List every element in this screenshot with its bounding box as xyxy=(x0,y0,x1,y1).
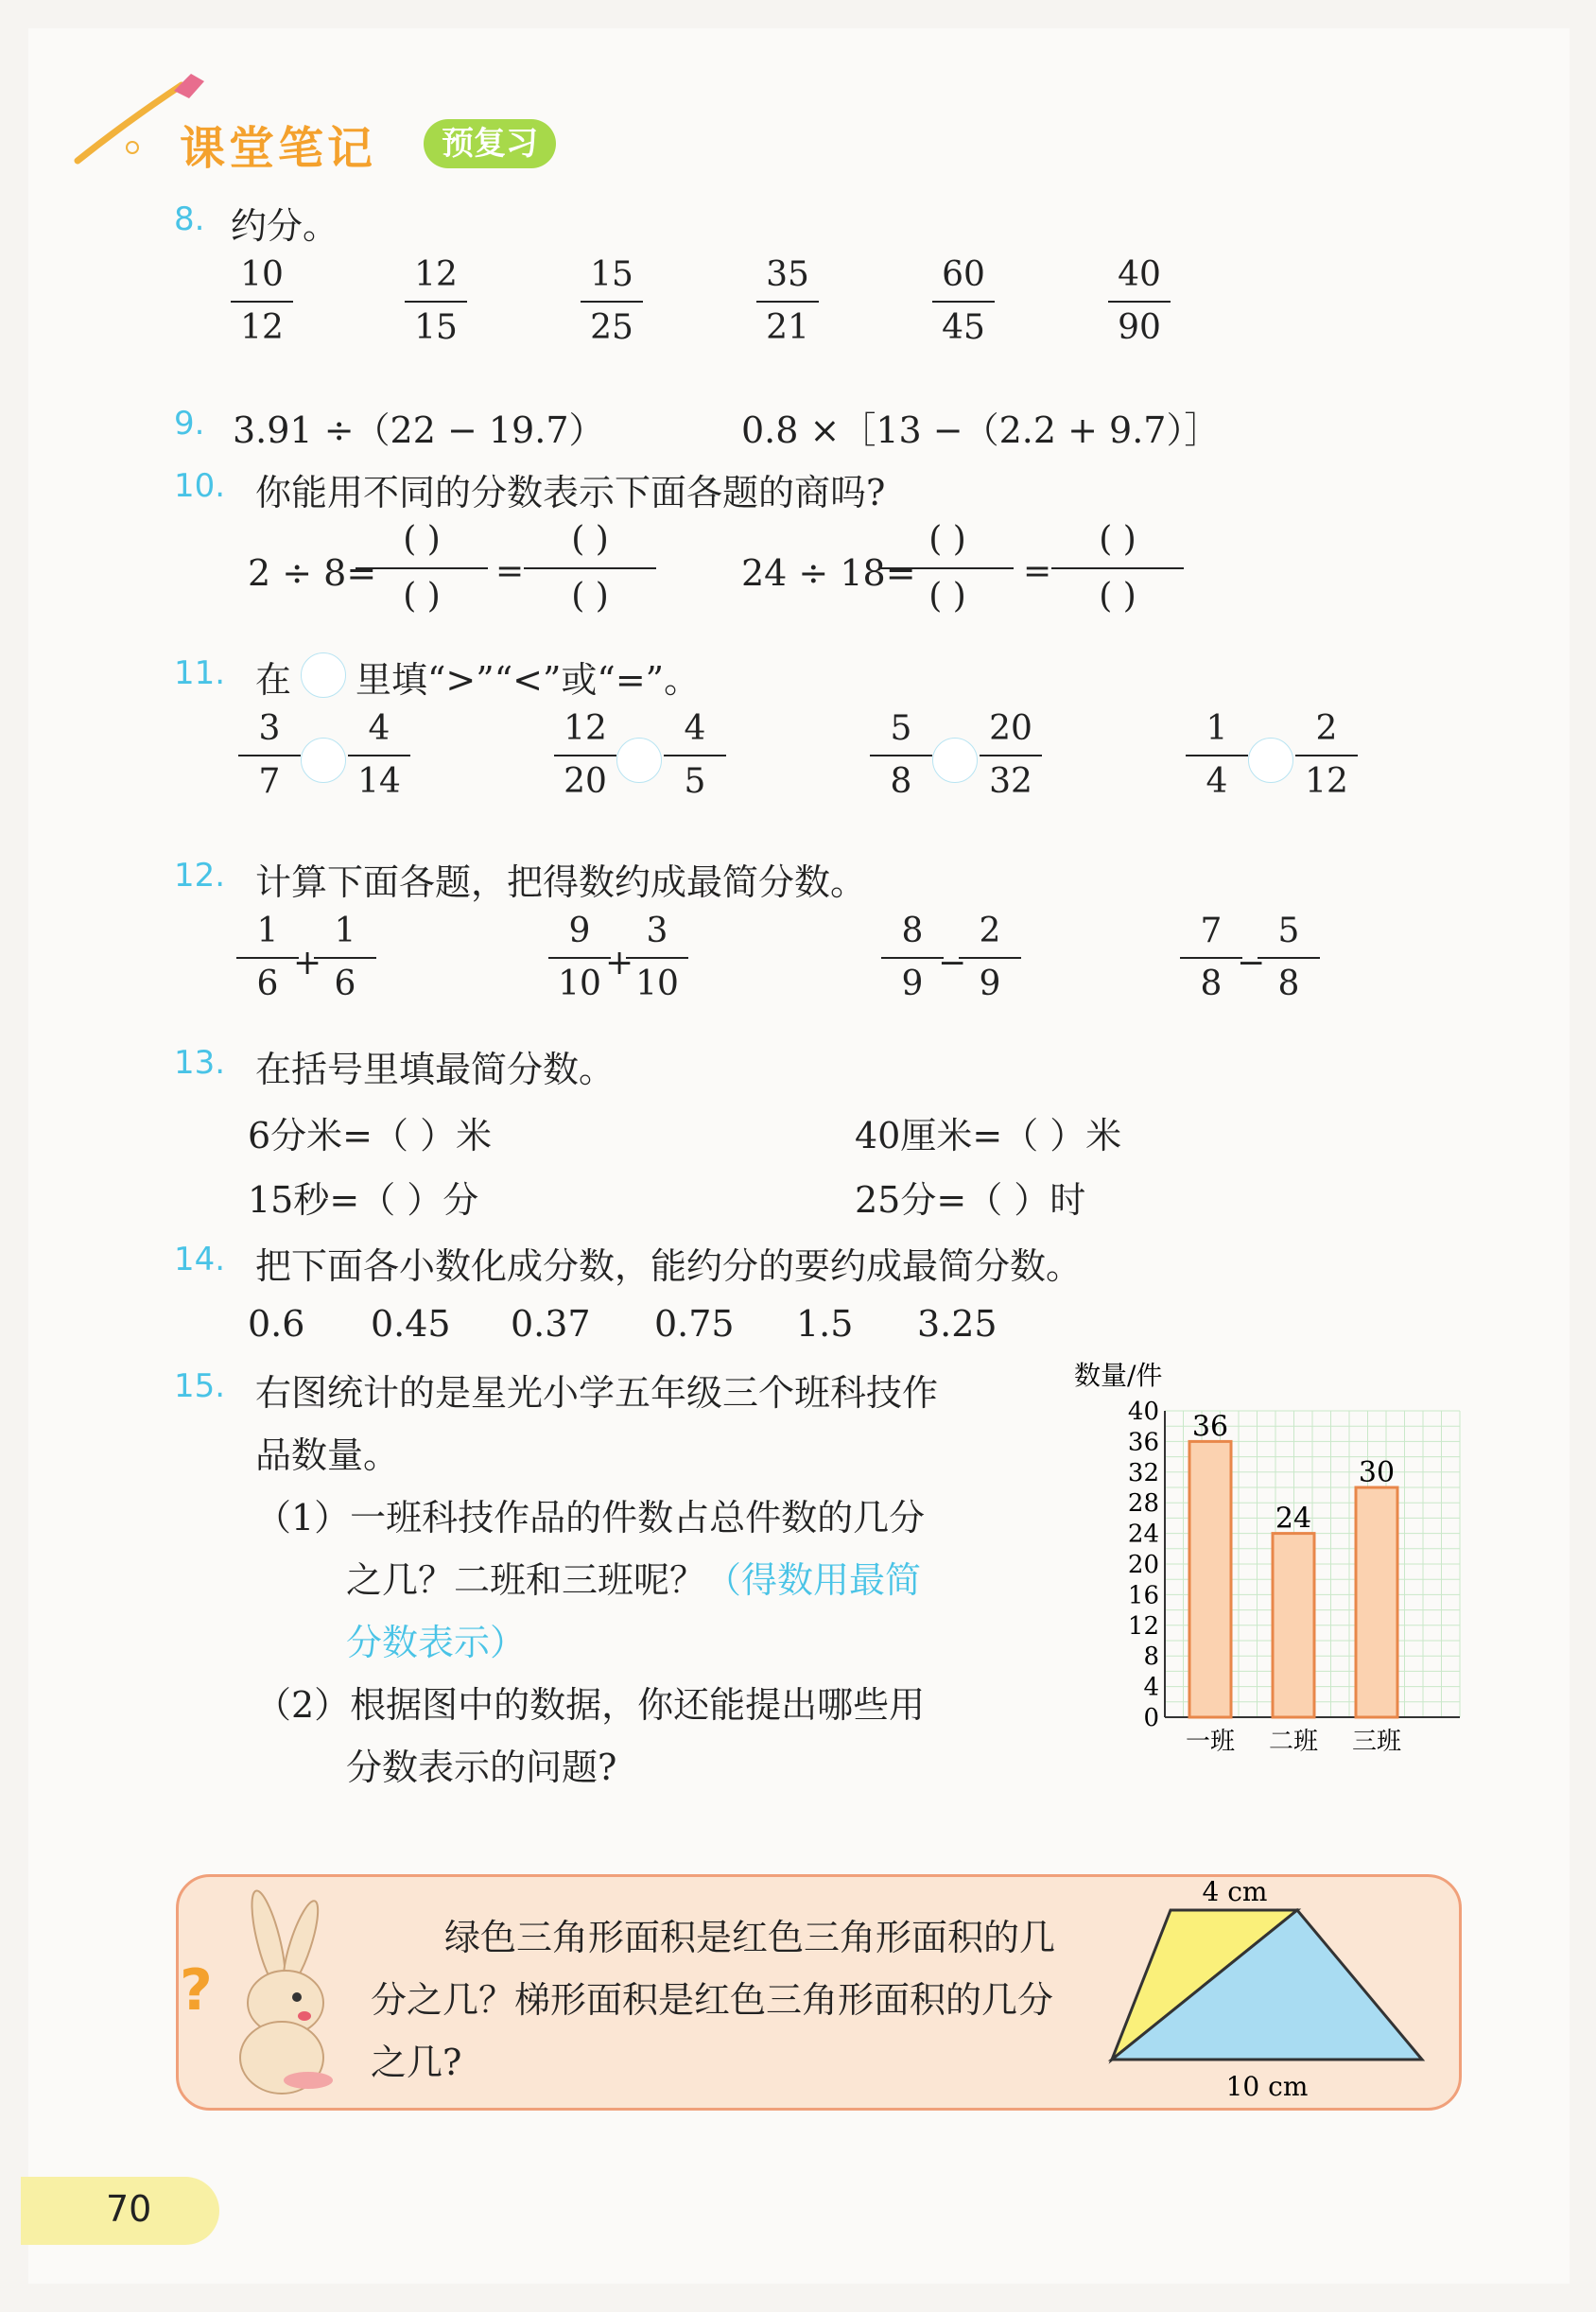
denominator: 15 xyxy=(414,308,458,347)
q13-item-1: 6分米=（ ）米 xyxy=(248,1115,493,1156)
q15-part2-line-2: 分数表示的问题? xyxy=(346,1747,617,1788)
q14-decimal: 0.45 xyxy=(371,1303,451,1345)
q8-fraction xyxy=(229,253,295,350)
compare-answer-circle[interactable] xyxy=(301,738,346,783)
y-tick-label: 16 xyxy=(1127,1581,1159,1610)
numerator: 15 xyxy=(590,255,633,294)
q8-fraction xyxy=(930,253,997,350)
fraction-bar xyxy=(236,957,299,959)
fraction-bar xyxy=(1186,755,1248,756)
q12-fraction-a xyxy=(879,910,945,1006)
q10-expr-2: 24 ÷ 18= xyxy=(741,552,916,594)
q10-answer-frac-2b[interactable]: ( ) ( ) xyxy=(1051,518,1184,618)
q11-fraction-left xyxy=(236,707,303,804)
q12-fraction-b xyxy=(957,910,1023,1006)
y-tick-label: 36 xyxy=(1127,1428,1159,1457)
y-tick-label: 4 xyxy=(1143,1673,1159,1702)
q12-text: 计算下面各题，把得数约成最简分数。 xyxy=(255,861,867,903)
q14-decimal: 0.75 xyxy=(654,1303,735,1345)
numerator: 2 xyxy=(979,912,1001,950)
q8-fraction xyxy=(755,253,821,350)
numerator: 8 xyxy=(901,912,924,950)
fraction-bar xyxy=(1258,957,1320,959)
q11-fraction-left xyxy=(552,707,618,804)
denominator: 10 xyxy=(558,965,601,1003)
q8-text: 约分。 xyxy=(231,205,339,247)
q14-number: 14. xyxy=(174,1241,226,1278)
equals-sign: = xyxy=(1023,552,1052,591)
denominator: 14 xyxy=(357,762,401,801)
q13-text: 在括号里填最简分数。 xyxy=(255,1049,616,1090)
bar xyxy=(1356,1487,1397,1717)
q15-line-2: 品数量。 xyxy=(255,1434,400,1476)
q11-fraction-right xyxy=(662,707,728,804)
bar-value-label: 30 xyxy=(1358,1456,1396,1489)
numerator: 60 xyxy=(942,255,985,294)
operator: + xyxy=(605,944,634,982)
fraction-bar xyxy=(1295,755,1358,756)
y-tick-label: 0 xyxy=(1143,1704,1159,1732)
denominator: 12 xyxy=(1305,762,1348,801)
numerator: 4 xyxy=(368,709,390,748)
q10-expr-1: 2 ÷ 8= xyxy=(248,552,377,594)
q15-line-1: 右图统计的是星光小学五年级三个班科技作 xyxy=(255,1372,939,1414)
numerator: 4 xyxy=(684,709,706,748)
equals-sign: = xyxy=(495,552,525,591)
denominator: 8 xyxy=(890,762,912,801)
denominator: 5 xyxy=(684,762,706,801)
q10-number: 10. xyxy=(174,467,226,505)
numerator: 5 xyxy=(1277,912,1300,950)
bar-value-label: 24 xyxy=(1275,1502,1312,1536)
rabbit-icon xyxy=(195,1882,337,2095)
y-tick-label: 24 xyxy=(1127,1520,1159,1549)
q11-text-after: 里填“>”“<”或“=”。 xyxy=(356,659,701,701)
question-mark-icon: ? xyxy=(180,1957,213,2024)
denominator: 45 xyxy=(942,308,985,347)
page-number: 70 xyxy=(106,2188,152,2230)
fraction-bar xyxy=(581,301,643,303)
q11-text-before: 在 xyxy=(255,659,292,701)
denominator: 9 xyxy=(901,965,924,1003)
q11-fraction-left xyxy=(1184,707,1250,804)
fraction-bar xyxy=(314,957,376,959)
bonus-line-2: 分之几？梯形面积是红色三角形面积的几分 xyxy=(371,1979,1054,2021)
operator: + xyxy=(293,944,322,982)
header-title: 课堂笔记 xyxy=(180,122,377,175)
numerator: 3 xyxy=(258,709,281,748)
bonus-line-3: 之几? xyxy=(371,2042,462,2083)
fraction-bar xyxy=(932,301,995,303)
q12-fraction-b xyxy=(624,910,690,1006)
q15-part2-line-1: （2）根据图中的数据，你还能提出哪些用 xyxy=(255,1684,926,1726)
q14-text: 把下面各小数化成分数，能约分的要约成最简分数。 xyxy=(255,1245,1083,1287)
denominator: 8 xyxy=(1277,965,1300,1003)
header-badge: 预复习 xyxy=(424,119,556,168)
q13-number: 13. xyxy=(174,1044,226,1082)
numerator: 2 xyxy=(1315,709,1338,748)
numerator: 35 xyxy=(766,255,809,294)
q10-text: 你能用不同的分数表示下面各题的商吗? xyxy=(255,472,886,513)
q15-part1-line-2: 之几？二班和三班呢？（得数用最简 xyxy=(346,1559,922,1601)
denominator: 32 xyxy=(989,762,1032,801)
fraction-bar xyxy=(626,957,688,959)
y-tick-label: 28 xyxy=(1127,1489,1159,1519)
denominator: 6 xyxy=(256,965,279,1003)
denominator: 12 xyxy=(240,308,284,347)
q13-item-2: 40厘米=（ ）米 xyxy=(855,1115,1122,1156)
numerator: 3 xyxy=(646,912,668,950)
bar xyxy=(1189,1441,1231,1717)
q15-part1-line-1: （1）一班科技作品的件数占总件数的几分 xyxy=(255,1497,926,1538)
numerator: 20 xyxy=(989,709,1032,748)
q8-fraction xyxy=(579,253,645,350)
denominator: 6 xyxy=(334,965,356,1003)
q13-item-3: 15秒=（ ）分 xyxy=(248,1179,479,1221)
q10-answer-frac-1a[interactable]: ( ) ( ) xyxy=(356,518,488,618)
fraction-bar xyxy=(238,755,301,756)
chart-ylabel: 数量/件 xyxy=(1074,1360,1163,1391)
q11-number: 11. xyxy=(174,654,226,692)
q15-part1-hint: 分数表示） xyxy=(346,1622,527,1663)
q12-fraction-b xyxy=(1256,910,1322,1006)
compare-answer-circle[interactable] xyxy=(1248,738,1293,783)
q12-fraction-a xyxy=(234,910,301,1006)
fraction-bar xyxy=(870,755,932,756)
denominator: 25 xyxy=(590,308,633,347)
q9-expr-1: 3.91 ÷（22 − 19.7） xyxy=(233,409,605,451)
q8-number: 8. xyxy=(174,200,205,238)
fraction-bar xyxy=(554,755,616,756)
q11-fraction-right xyxy=(346,707,412,804)
compare-answer-circle[interactable] xyxy=(616,738,662,783)
bar-chart xyxy=(1059,1352,1475,1759)
fraction-bar xyxy=(548,957,611,959)
bar-value-label: 36 xyxy=(1191,1410,1229,1444)
numerator: 12 xyxy=(564,709,607,748)
operator: − xyxy=(1237,944,1266,982)
q11-fraction-right xyxy=(1293,707,1360,804)
numerator: 40 xyxy=(1118,255,1161,294)
q11-fraction-right xyxy=(978,707,1044,804)
trapezoid-figure xyxy=(1087,1869,1447,2114)
q12-fraction-a xyxy=(546,910,613,1006)
q9-expr-2: 0.8 ×［13 −（2.2 + 9.7）］ xyxy=(741,409,1221,451)
numerator: 1 xyxy=(1206,709,1228,748)
y-tick-label: 40 xyxy=(1127,1398,1159,1426)
bonus-line-1: 绿色三角形面积是红色三角形面积的几 xyxy=(444,1917,1056,1958)
top-base-label: 4 cm xyxy=(1202,1876,1268,1907)
q14-decimal: 3.25 xyxy=(917,1303,998,1345)
y-tick-label: 20 xyxy=(1127,1551,1159,1579)
q9-number: 9. xyxy=(174,405,205,443)
q12-fraction-a xyxy=(1178,910,1244,1006)
denominator: 21 xyxy=(766,308,809,347)
numerator: 10 xyxy=(240,255,284,294)
compare-answer-circle[interactable] xyxy=(932,738,978,783)
numerator: 1 xyxy=(334,912,356,950)
q10-answer-frac-1b[interactable]: ( ) ( ) xyxy=(524,518,656,618)
denominator: 8 xyxy=(1200,965,1223,1003)
compare-circle-icon xyxy=(301,652,346,698)
fraction-bar xyxy=(231,301,293,303)
y-tick-label: 12 xyxy=(1127,1611,1159,1641)
bottom-base-label: 10 cm xyxy=(1225,2071,1309,2102)
fraction-bar xyxy=(1108,301,1171,303)
q13-item-4: 25分=（ ）时 xyxy=(855,1179,1086,1221)
q8-fraction xyxy=(403,253,469,350)
numerator: 1 xyxy=(256,912,279,950)
fraction-bar xyxy=(881,957,944,959)
q15-number: 15. xyxy=(174,1367,226,1405)
y-tick-label: 32 xyxy=(1127,1458,1159,1487)
q12-fraction-b xyxy=(312,910,378,1006)
denominator: 4 xyxy=(1206,762,1228,801)
q11-fraction-left xyxy=(868,707,934,804)
fraction-bar xyxy=(664,755,726,756)
fraction-bar xyxy=(405,301,467,303)
denominator: 90 xyxy=(1118,308,1161,347)
q14-decimal: 0.37 xyxy=(511,1303,591,1345)
denominator: 7 xyxy=(258,762,281,801)
numerator: 12 xyxy=(414,255,458,294)
bar xyxy=(1273,1534,1314,1717)
q10-answer-frac-2a[interactable]: ( ) ( ) xyxy=(881,518,1014,618)
fraction-bar xyxy=(348,755,410,756)
fraction-bar xyxy=(756,301,819,303)
numerator: 9 xyxy=(568,912,591,950)
x-tick-label: 一班 xyxy=(1185,1728,1236,1756)
fraction-bar xyxy=(980,755,1042,756)
y-tick-label: 8 xyxy=(1143,1643,1159,1672)
denominator: 10 xyxy=(635,965,679,1003)
numerator: 5 xyxy=(890,709,912,748)
fraction-bar xyxy=(959,957,1021,959)
x-tick-label: 三班 xyxy=(1351,1728,1402,1756)
operator: − xyxy=(938,944,967,982)
q8-fraction xyxy=(1106,253,1172,350)
denominator: 9 xyxy=(979,965,1001,1003)
numerator: 7 xyxy=(1200,912,1223,950)
q12-number: 12. xyxy=(174,857,226,895)
fraction-bar xyxy=(1180,957,1242,959)
q14-decimal: 0.6 xyxy=(248,1303,305,1345)
q14-decimal: 1.5 xyxy=(796,1303,854,1345)
x-tick-label: 二班 xyxy=(1268,1728,1319,1756)
denominator: 20 xyxy=(564,762,607,801)
